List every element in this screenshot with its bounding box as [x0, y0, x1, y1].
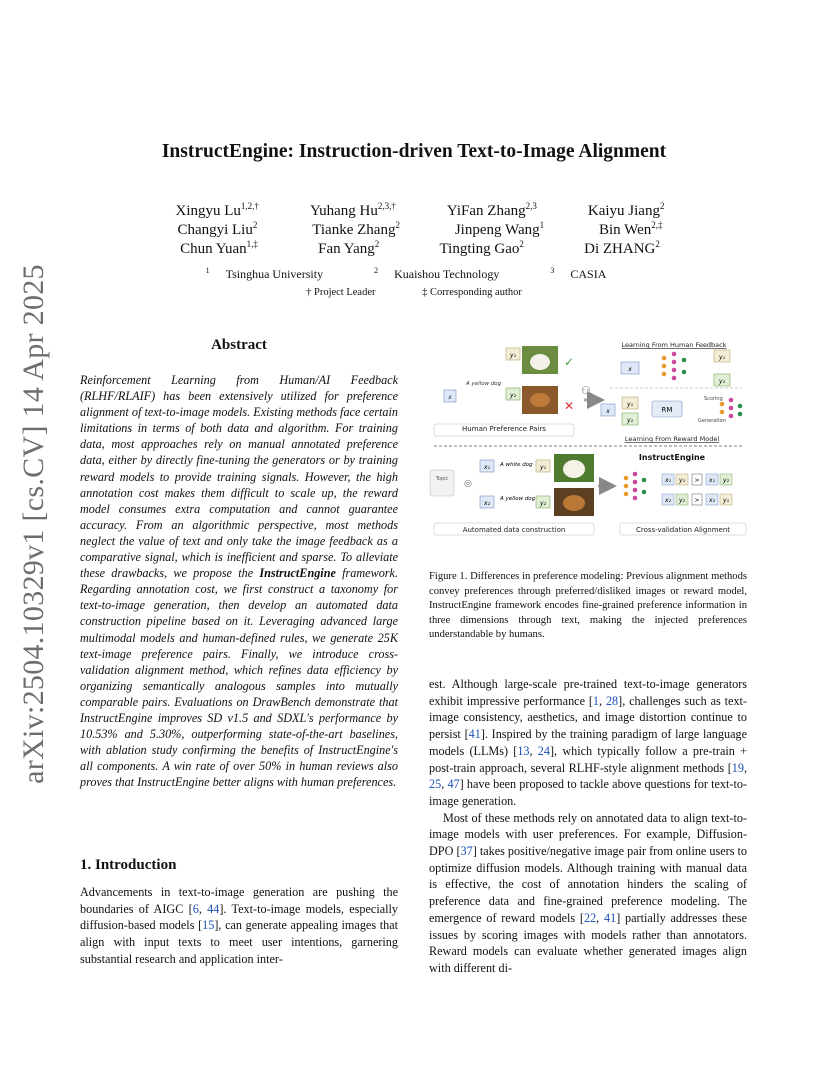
author: Tingting Gao$^2$ [439, 239, 524, 257]
svg-text:y₁: y₁ [723, 497, 729, 504]
abstract-body: Reinforcement Learning from Human/AI Feedback (RLHF/RLAIF) has been extensively utilized for preference alignment of text-to-image models. Existing methods face certain limitations in terms of both data and algorithm. For training data, most approaches rely on manual annotated preference data, either by directly fine-tuning the generators or by training reward models to provide training signals. However, the high annotation cost makes them difficult to scale up, the reward model consumes extra computation and cannot guarantee accuracy. From an algorithmic perspective, most methods neglect the value of text and only take the image feedback as a comparative signal, which is inefficient and sparse. To alleviate these drawbacks, we propose the InstructEngine framework. Regarding annotation cost, we first construct a taxonomy for text-to-image generation, then develop an automated data construction pipeline based on it. Leveraging advanced large multimodal models and human-defined rules, we generate 25K text-image preference pairs. Finally, we introduce cross-validation alignment method, which refines data efficiency by organizing semantically analogous samples into mutually comparable pairs. Evaluations on DrawBench demonstrate that InstructEngine improves SD v1.5 and SDXL's performance by 10.53% and 5.30%, outperforming state-of-the-art baselines, with ablation study confirming the benefits of InstructEngine's all components. A win rate of over 50% in human reviews also proves that InstructEngine better aligns with human preferences. [80, 373, 398, 790]
figure-1 [424, 336, 752, 542]
author: Kaiyu Jiang$^2$ [587, 201, 665, 219]
learning-reward-label: Learning From Reward Model [624, 435, 720, 443]
svg-text:y₂: y₂ [510, 392, 516, 399]
human-icon: ⚇ [581, 384, 591, 397]
author: Fan Yang$^2$ [318, 239, 380, 257]
author: Di ZHANG$^2$ [584, 239, 660, 257]
svg-text:x₂: x₂ [484, 500, 490, 507]
abstract-heading: Abstract [211, 337, 267, 353]
cross-validation-label: Cross-validation Alignment [635, 526, 731, 534]
citation-link[interactable]: 13 [517, 743, 530, 758]
svg-text:y₁: y₁ [510, 352, 516, 359]
framework-name: InstructEngine [259, 566, 336, 581]
svg-text:x₁: x₁ [665, 477, 671, 484]
svg-text:x: x [628, 366, 632, 373]
citation-link[interactable]: 22 [583, 910, 597, 925]
svg-text:Topic: Topic [435, 476, 449, 482]
intro-paragraph: Advancements in text-to-image generation are pushing the boundaries of AIGC [6, 44]. Text-to-image models, especially diffusion-based models [15], can generate appealing images that align with input texts to meet user intentions, garnering substantial research and application inter- [80, 885, 398, 966]
network-icon [662, 352, 687, 381]
svg-text:x₁: x₁ [484, 464, 490, 471]
author: Xingyu $Lu^{1,2,\dagger}$ [175, 201, 259, 219]
llm-icon: ◎ [464, 479, 472, 489]
svg-text:y₂: y₂ [719, 378, 725, 385]
citation-link[interactable]: 37 [460, 844, 473, 859]
svg-text:RM: RM [661, 406, 673, 414]
svg-text:Generation: Generation [698, 418, 726, 424]
svg-text:x₂: x₂ [709, 497, 715, 504]
citation-link[interactable]: 25 [429, 777, 442, 792]
prompt-yellow-dog-2: A yellow dog [500, 496, 536, 502]
affiliations [0, 266, 828, 282]
citation-link[interactable]: 15 [202, 918, 215, 933]
citation-link[interactable]: 41 [604, 910, 617, 925]
svg-text:y₁: y₁ [719, 354, 725, 361]
project-leader-note: † Project Leader [306, 287, 376, 298]
paragraph: Most of these methods rely on annotated data to align text-to-image models with user preferences. For example, Diffusion-DPO [37] takes positive/negative image pair from online users to optimize diffusion models. Although training with manual data is effective, the cost of annotation hinders the scaling of preference data and fine-grained preference modeling. The emergence of reward models [22, 41] partially addresses these issues by scoring images with models rather than annotators. Reward models can evaluate whether generated images align with different di- [429, 810, 747, 975]
svg-text:Scoring: Scoring [704, 396, 723, 402]
svg-text:x: x [448, 394, 452, 401]
corresponding-author-note: ‡ Corresponding author [422, 287, 522, 298]
author-notes [0, 287, 828, 298]
paper-title: InstructEngine: Instruction-driven Text-to-Image Alignment [161, 141, 667, 162]
author: Tianke Zhang$^2$ [312, 220, 400, 238]
section-heading-introduction: 1. Introduction [80, 857, 177, 873]
author-row-3 [150, 239, 690, 258]
svg-text:x₂: x₂ [665, 497, 671, 504]
svg-text:x: x [606, 408, 610, 415]
affiliation: $^1$ Tsinghua University [205, 266, 324, 281]
affiliation: $^2$ Kuaishou Technology [374, 266, 500, 281]
author: Jinpeng Wang$^1$ [454, 220, 545, 238]
instructengine-label: InstructEngine [638, 453, 706, 462]
citation-link[interactable]: 6 [192, 901, 199, 916]
citation-link[interactable]: 1 [592, 693, 600, 708]
author: YiFan Zhang$^{2,3}$ [446, 201, 537, 219]
figure-caption: Figure 1. Differences in preference modeling: Previous alignment methods convey preferences through preferred/disliked images or reward model, InstructEngine framework encodes fine-grained preference information in three dimensions through text, making the injected preferences understandable by humans. [429, 571, 747, 640]
automated-label: Automated data construction [462, 526, 566, 534]
svg-text:y₁: y₁ [540, 464, 546, 471]
citation-link[interactable]: 47 [447, 777, 460, 792]
svg-text:>: > [694, 477, 700, 484]
svg-text:y₂: y₂ [627, 417, 633, 424]
citation-link[interactable]: 28 [605, 693, 619, 708]
human-pairs-label: Human Preference Pairs [462, 425, 546, 433]
check-icon: ✓ [564, 355, 575, 369]
svg-text:y₂: y₂ [679, 497, 685, 504]
author: Yuhang $Hu^{2,3,\dagger}$ [309, 201, 396, 219]
prompt-white-dog: A white dog [500, 462, 533, 468]
svg-text:x₁: x₁ [709, 477, 715, 484]
author: Changyi Liu$^2$ [177, 220, 258, 238]
citation-link[interactable]: 24 [537, 743, 550, 758]
svg-text:y₁: y₁ [627, 401, 633, 408]
citation-link[interactable]: 41 [468, 727, 481, 742]
learning-human-label: Learning From Human Feedback [621, 341, 727, 349]
citation-link[interactable]: 19 [731, 760, 744, 775]
svg-text:>: > [694, 497, 700, 504]
topic-box [430, 470, 454, 496]
author: Chun Yuan$^{1,\ddagger}$ [180, 239, 258, 257]
right-column-text [429, 676, 747, 977]
author-row-1 [150, 201, 690, 220]
author: Bin Wen$^{2,\ddagger}$ [599, 220, 663, 238]
prompt-yellow-dog-1: A yellow dog [466, 381, 502, 387]
author-row-2 [150, 220, 690, 239]
paragraph: est. Although large-scale pre-trained text-to-image generators exhibit impressive performance [1, 28], challenges such as text-image consistency, aesthetics, and image distortion continue to persist [41]. Inspired by the training paradigm of large language models (LLMs) [13, 24], which typically follow a pre-train + post-train approach, several RLHF-style alignment methods [19, 25, 47] have been proposed to tackle above questions for text-to-image generation. [429, 677, 747, 808]
affiliation: $^3$ CASIA [550, 266, 607, 281]
citation-link[interactable]: 44 [207, 901, 220, 916]
cross-icon: ✕ [564, 399, 575, 413]
cross-validation-pairs [662, 474, 732, 505]
svg-text:y₂: y₂ [723, 477, 729, 484]
arxiv-watermark: arXiv:2504.10329v1 [cs.CV] 14 Apr 2025 [17, 264, 50, 784]
svg-text:y₂: y₂ [540, 500, 546, 507]
svg-text:y₁: y₁ [679, 477, 685, 484]
